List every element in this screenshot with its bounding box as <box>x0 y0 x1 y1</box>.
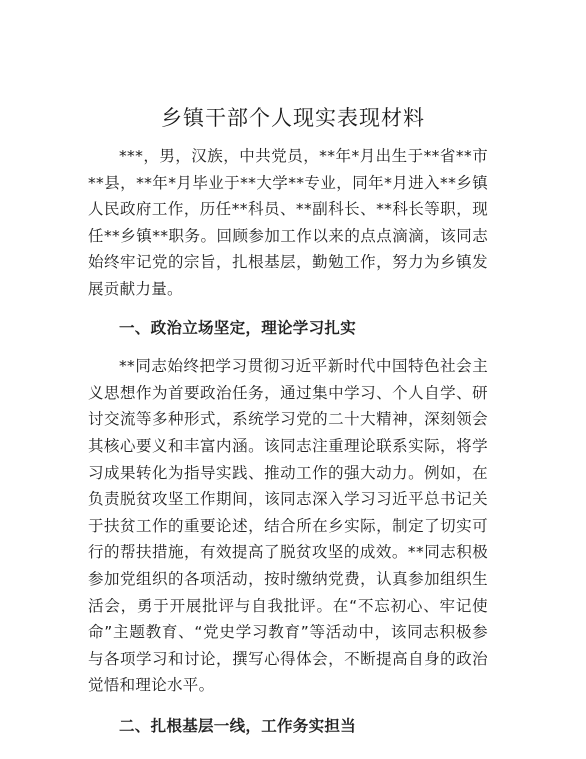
section-1-heading: 一、政治立场坚定，理论学习扎实 <box>119 318 357 337</box>
section-1-paragraph: **同志始终把学习贯彻习近平新时代中国特色社会主义思想作为首要政治任务，通过集中学习、个人自学、研讨交流等多种形式，系统学习党的二十大精神，深刻领会其核心要义和丰富内涵。该同志注重理论联系实际，将学习成果转化为指导实践、推动工作的强大动力。例如，在负责脱贫攻坚工作期间，该同志深入学习习近平总书记关于扶贫工作的重要论述，结合所在乡实际，制定了切实可行的帮扶措施，有效提高了脱贫攻坚的成效。**同志积极参加党组织的各项活动，按时缴纳党费，认真参加组织生活会，勇于开展批评与自我批评。在“不忘初心、牢记使命”主题教育、“党史学习教育”等活动中，该同志积极参与各项学习和讨论，撰写心得体会，不断提高自身的政治觉悟和理论水平。 <box>88 357 488 695</box>
document-title: 乡镇干部个人现实表现材料 <box>161 106 425 130</box>
section-2-heading: 二、扎根基层一线，工作务实担当 <box>119 716 357 735</box>
intro-paragraph: ***，男，汉族，中共党员，**年*月出生于**省**市**县，**年*月毕业于**大学**专业，同年*月进入**乡镇人民政府工作，历任**科员、**副科长、**科长等职，现任**乡镇**职务。回顾参加工作以来的点点滴滴，该同志始终牢记党的宗旨，扎根基层，勤勉工作，努力为乡镇发展贡献力量。 <box>88 147 488 298</box>
document-body <box>88 143 488 751</box>
